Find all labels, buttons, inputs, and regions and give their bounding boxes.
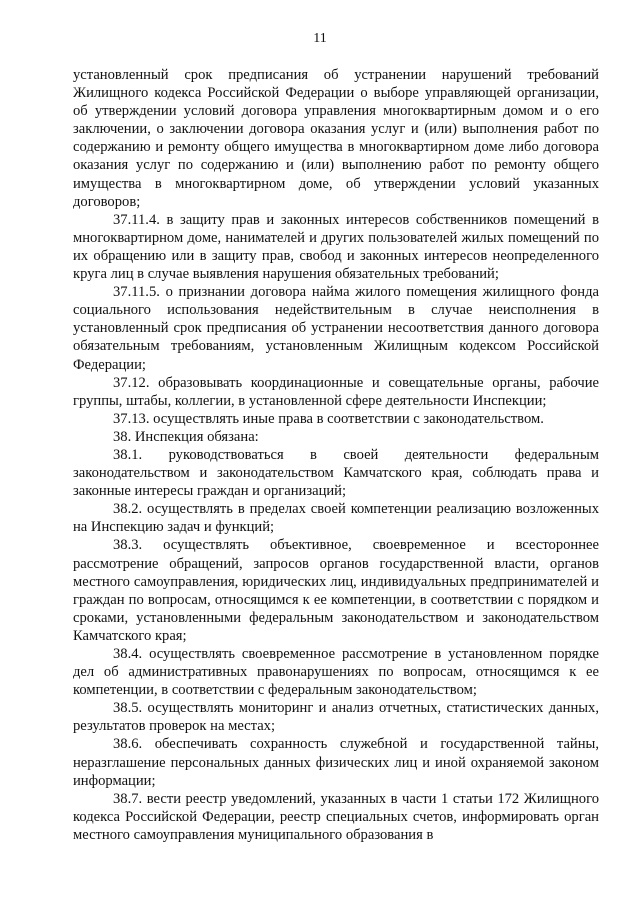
paragraph-continuation: установленный срок предписания об устранении нарушений требований Жилищного кодекса Российской Федерации о выборе управляющей организации, об утверждении условий договора управления многоквартирным домом и о его заключении, о заключении договора оказания услуг и (или) выполнения работ по содержанию и ремонту общего имущества в многоквартирном доме либо договора оказания услуг по содержанию и (или) выполнению работ по ремонту общего имущества в многоквартирном доме, об утверждении условий указанных договоров; bbox=[73, 67, 599, 210]
paragraph-37-13: 37.13. осуществлять иные права в соответствии с законодательством. bbox=[113, 410, 544, 427]
paragraph-38-5: 38.5. осуществлять мониторинг и анализ отчетных, статистических данных, результатов проверок на местах; bbox=[73, 700, 599, 735]
document-body bbox=[73, 66, 599, 844]
paragraph-38-heading: 38. Инспекция обязана: bbox=[113, 428, 259, 445]
paragraph-38-6: 38.6. обеспечивать сохранность служебной и государственной тайны, неразглашение персональных данных физических лиц и иной охраняемой законом информации; bbox=[73, 736, 599, 789]
paragraph-37-11-4: 37.11.4. в защиту прав и законных интересов собственников помещений в многоквартирном доме, нанимателей и других пользователей жилых помещений по их обращению или в защиту прав, свобод и законных интересов неопределенного круга лиц в случае выявления нарушения обязательных требований; bbox=[73, 211, 599, 283]
page-number: 11 bbox=[313, 31, 327, 46]
paragraph-37-11-5: 37.11.5. о признании договора найма жилого помещения жилищного фонда социального использования недействительным в случае неисполнения в установленный срок предписания об устранении несоответствия данного договора обязательным требованиям, установленным Жилищным кодексом Российской Федерации; bbox=[73, 284, 599, 373]
paragraph-37-12: 37.12. образовывать координационные и совещательные органы, рабочие группы, штабы, коллегии, в установленной сфере деятельности Инспекции; bbox=[73, 374, 599, 409]
paragraph-38-7: 38.7. вести реестр уведомлений, указанных в части 1 статьи 172 Жилищного кодекса Российской Федерации, реестр специальных счетов, информировать орган местного самоуправления муниципального образования в bbox=[73, 790, 599, 843]
paragraph-38-3: 38.3. осуществлять объективное, своевременное и всестороннее рассмотрение обращений, запросов органов государственной власти, органов местного самоуправления, юридических лиц, индивидуальных предпринимателей и граждан по вопросам, относящимся к ее компетенции, в соответствии с порядком и сроками, установленными федеральным законодательством и законодательством Камчатского края; bbox=[73, 537, 599, 644]
paragraph-38-4: 38.4. осуществлять своевременное рассмотрение в установленном порядке дел об административных правонарушениях по вопросам, относящимся к ее компетенции, в соответствии с федеральным законодательством; bbox=[73, 646, 599, 699]
paragraph-38-1: 38.1. руководствоваться в своей деятельности федеральным законодательством и законодательством Камчатского края, соблюдать права и законные интересы граждан и организаций; bbox=[73, 446, 599, 500]
paragraph-38-2: 38.2. осуществлять в пределах своей компетенции реализацию возложенных на Инспекцию задач и функций; bbox=[73, 501, 599, 536]
